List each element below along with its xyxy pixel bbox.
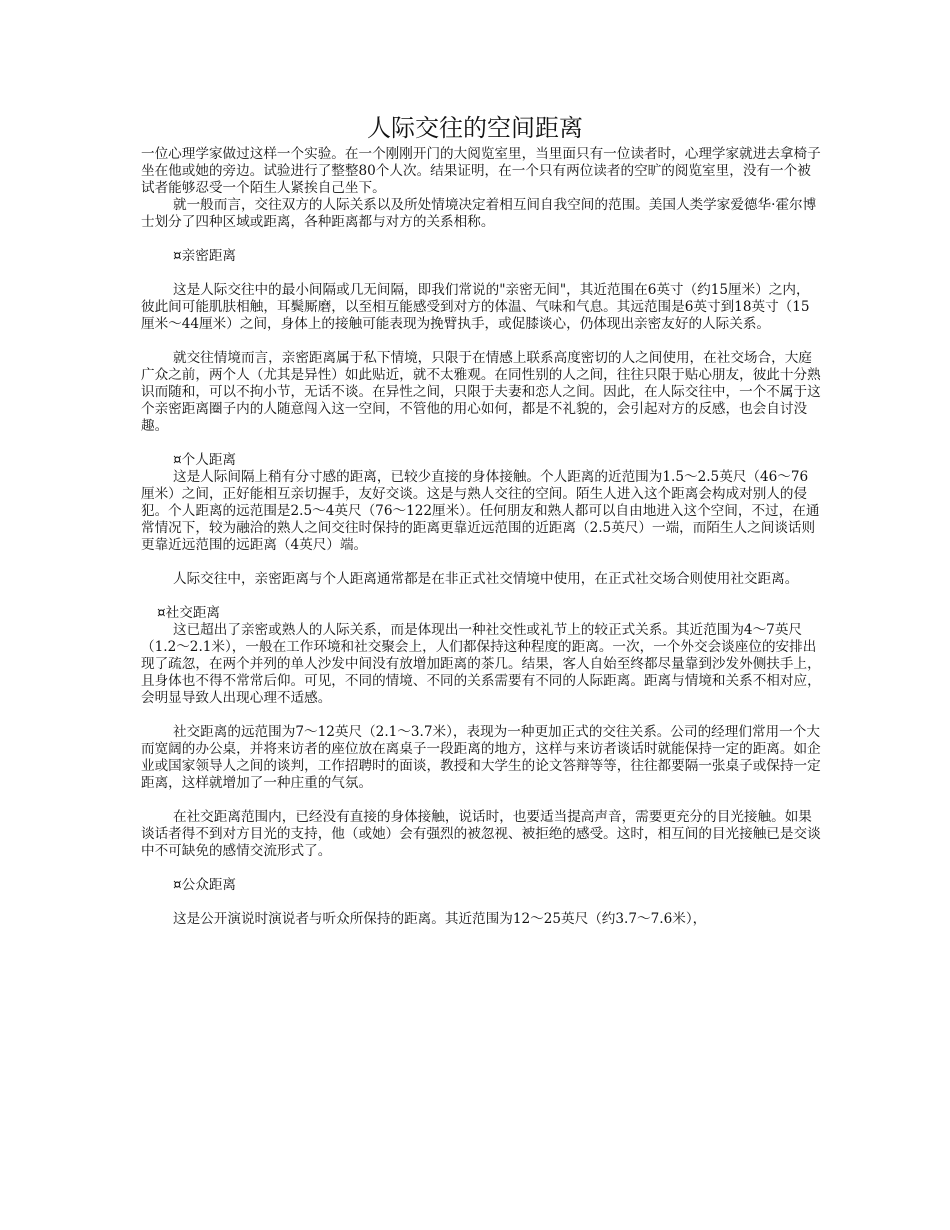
paragraph-social-2: 社交距离的远范围为7～12英尺（2.1～3.7米），表现为一种更加正式的交往关系。公司的经理们常用一个大而宽阔的办公桌，并将来访者的座位放在离桌子一段距离的地方，这样与来访者谈话时就能保持一定的距离。如企业或国家领导人之间的谈判，工作招聘时的面谈，教授和大学生的论文答辩等等，往往都要隔一张桌子或保持一定距离，这样就增加了一种庄重的气氛。 xyxy=(141,724,821,791)
paragraph-intro: 一位心理学家做过这样一个实验。在一个刚刚开门的大阅览室里，当里面只有一位读者时，心理学家就进去拿椅子坐在他或她的旁边。试验进行了整整80个人次。结果证明，在一个只有两位读者的空旷的阅览室里，没有一个被试者能够忍受一个陌生人紧挨自己坐下。 xyxy=(141,146,821,196)
section-heading-personal-distance: ¤个人距离 xyxy=(173,452,237,468)
section-heading-public-distance: ¤公众距离 xyxy=(173,877,237,893)
paragraph-intimate-2: 就交往情境而言，亲密距离属于私下情境，只限于在情感上联系高度密切的人之间使用，在社交场合，大庭广众之前，两个人（尤其是异性）如此贴近，就不太雅观。在同性别的人之间，往往只限于贴心朋友，彼此十分熟识而随和，可以不拘小节，无话不谈。在异性之间，只限于夫妻和恋人之间。因此，在人际交往中，一个不属于这个亲密距离圈子内的人随意闯入这一空间，不管他的用心如何，都是不礼貌的，会引起对方的反感，也会自讨没趣。 xyxy=(141,350,821,434)
paragraph-social-3: 在社交距离范围内，已经没有直接的身体接触，说话时，也要适当提高声音，需要更充分的目光接触。如果谈话者得不到对方目光的支持，他（或她）会有强烈的被忽视、被拒绝的感受。这时，相互间的目光接触已是交谈中不可缺免的感情交流形式了。 xyxy=(141,809,821,859)
paragraph-overview: 就一般而言，交往双方的人际关系以及所处情境决定着相互间自我空间的范围。美国人类学家爱德华·霍尔博士划分了四种区域或距离，各种距离都与对方的关系相称。 xyxy=(141,197,817,230)
document-title: 人际交往的空间距离 xyxy=(367,114,583,142)
section-heading-social-distance: ¤社交距离 xyxy=(157,605,221,621)
paragraph-intimate-1: 这是人际交往中的最小间隔或几无间隔，即我们常说的"亲密无间"，其近范围在6英寸（约15厘米）之内，彼此间可能肌肤相触，耳鬓厮磨，以至相互能感受到对方的体温、气味和气息。其远范围是6英寸到18英寸（15厘米～44厘米）之间，身体上的接触可能表现为挽臂执手，或促膝谈心，仍体现出亲密友好的人际关系。 xyxy=(141,282,810,332)
paragraph-personal-1: 这是人际间隔上稍有分寸感的距离，已较少直接的身体接触。个人距离的近范围为1.5～2.5英尺（46～76厘米）之间，正好能相互亲切握手，友好交谈。这是与熟人交往的空间。陌生人进入这个距离会构成对别人的侵犯。个人距离的远范围是2.5～4英尺（76～122厘米）。任何朋友和熟人都可以自由地进入这个空间，不过，在通常情况下，较为融洽的熟人之间交往时保持的距离更靠近远范围的近距离（2.5英尺）一端，而陌生人之间谈话则更靠近远范围的远距离（4英尺）端。 xyxy=(141,469,820,553)
document-body xyxy=(141,146,821,928)
paragraph-public-1: 这是公开演说时演说者与听众所保持的距离。其近范围为12～25英尺（约3.7～7.6米）， xyxy=(173,911,707,927)
paragraph-personal-2: 人际交往中，亲密距离与个人距离通常都是在非正式社交情境中使用，在正式社交场合则使用社交距离。 xyxy=(173,571,799,587)
section-heading-intimate-distance: ¤亲密距离 xyxy=(173,248,237,264)
paragraph-social-1: 这已超出了亲密或熟人的人际关系，而是体现出一种社交性或礼节上的较正式关系。其近范围为4～7英尺（1.2～2.1米），一般在工作环境和社交聚会上，人们都保持这种程度的距离。一次，一个外交会谈座位的安排出现了疏忽，在两个并列的单人沙发中间没有放增加距离的茶几。结果，客人自始至终都尽量靠到沙发外侧扶手上，且身体也不得不常常后仰。可见，不同的情境、不同的关系需要有不同的人际距离。距离与情境和关系不相对应，会明显导致人出现心理不适感。 xyxy=(141,622,821,706)
